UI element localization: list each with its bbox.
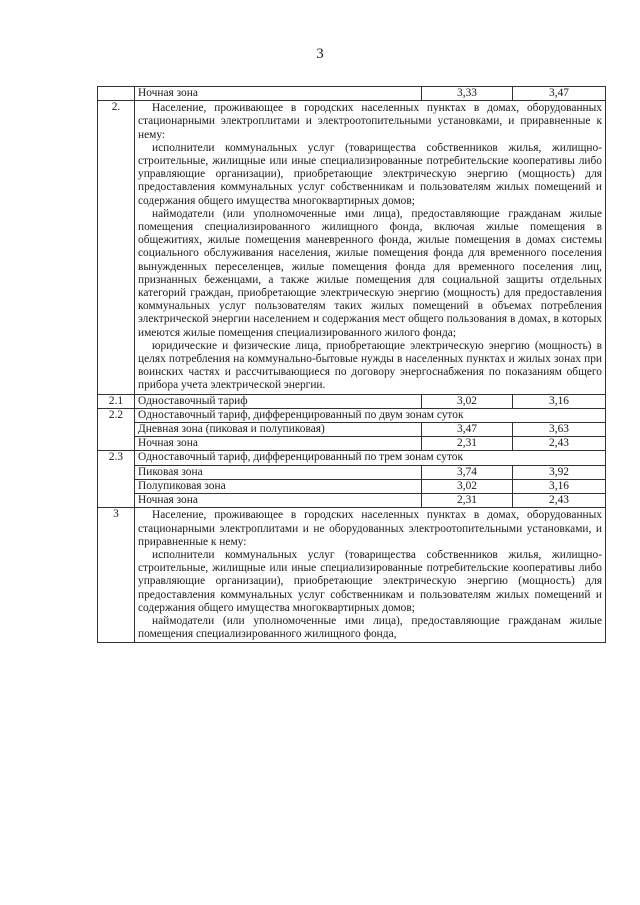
table-row bbox=[98, 408, 606, 422]
value-cell-1: 3,74 bbox=[422, 465, 513, 479]
table-row bbox=[98, 494, 606, 508]
value-cell-2: 3,47 bbox=[513, 87, 606, 101]
value-cell-1: 3,47 bbox=[422, 423, 513, 437]
description-paragraph: наймодатели (или уполномоченные ими лица), предоставляющие гражданам жилые помещения специализированного жилищного фонда, включая жилые помещения в общежитиях, жилые помещения маневренного фонда, жилые помещения в домах системы социального обслуживания населения, жилые помещения фонда для временного поселения вынужденных переселенцев, жилые помещения фонда для временного поселения лиц, признанных беженцами, а также жилые помещения для социальной защиты отдельных категорий граждан, приобретающие электрическую энергию (мощность) для предоставления коммунальных услуг пользователям таких жилых помещений в объемах потребления электрической энергии населением и содержания мест общего пользования в домах, в которых имеются жилые помещения специализированного жилого фонда; bbox=[138, 207, 602, 339]
value-cell-2: 3,63 bbox=[513, 423, 606, 437]
value-cell-2: 2,43 bbox=[513, 494, 606, 508]
row-label: Одноставочный тариф bbox=[135, 394, 422, 408]
description-paragraph: исполнители коммунальных услуг (товарищества собственников жилья, жилищно-строительные, жилищные или иные специализированные потребительские кооперативы либо управляющие организации), приобретающие электрическую энергию (мощность) для предоставления коммунальных услуг собственникам и пользователям жилых помещений и содержания общего имущества многоквартирных домов; bbox=[138, 548, 602, 614]
table-row bbox=[98, 508, 606, 643]
row-label: Пиковая зона bbox=[135, 465, 422, 479]
row-description bbox=[135, 101, 606, 394]
description-paragraph: Население, проживающее в городских населенных пунктах в домах, оборудованных стационарными электроплитами и электроотопительными установками, и приравненные к нему: bbox=[138, 102, 602, 141]
description-paragraph: Население, проживающее в городских населенных пунктах в домах, оборудованных стационарными электроплитами и не оборудованных электроотопительными установками, и приравненные к нему: bbox=[138, 509, 602, 548]
value-cell-1: 2,31 bbox=[422, 494, 513, 508]
table-row bbox=[98, 87, 606, 101]
tariff-table bbox=[97, 86, 606, 643]
row-label: Одноставочный тариф, дифференцированный по двум зонам суток bbox=[135, 408, 606, 422]
row-number: 3 bbox=[98, 508, 135, 643]
row-label: Ночная зона bbox=[135, 494, 422, 508]
value-cell-1: 3,02 bbox=[422, 394, 513, 408]
value-cell-2: 3,16 bbox=[513, 394, 606, 408]
value-cell-1: 3,02 bbox=[422, 479, 513, 493]
row-label: Полупиковая зона bbox=[135, 479, 422, 493]
row-number: 2.1 bbox=[98, 394, 135, 408]
row-number-cell bbox=[98, 87, 135, 101]
description-paragraph: исполнители коммунальных услуг (товарищества собственников жилья, жилищно-строительные, жилищные или иные специализированные потребительские кооперативы либо управляющие организации), приобретающие электрическую энергию (мощность) для предоставления коммунальных услуг собственникам и пользователям жилых помещений и содержания общего имущества многоквартирных домов; bbox=[138, 141, 602, 207]
page-number: 3 bbox=[316, 46, 324, 62]
table-row bbox=[98, 479, 606, 493]
value-cell-2: 3,16 bbox=[513, 479, 606, 493]
row-number: 2.3 bbox=[98, 451, 135, 508]
table-row bbox=[98, 423, 606, 437]
value-cell-1: 3,33 bbox=[422, 87, 513, 101]
row-label: Дневная зона (пиковая и полупиковая) bbox=[135, 423, 422, 437]
row-number: 2.2 bbox=[98, 408, 135, 451]
value-cell-2: 2,43 bbox=[513, 437, 606, 451]
row-label: Одноставочный тариф, дифференцированный по трем зонам суток bbox=[135, 451, 606, 465]
table-row bbox=[98, 101, 606, 394]
description-paragraph: юридические и физические лица, приобретающие электрическую энергию (мощность) в целях потребления на коммунально-бытовые нужды в населенных пунктах и жилых зонах при воинских частях и рассчитывающиеся по договору энергоснабжения по показаниям общего прибора учета электрической энергии. bbox=[138, 339, 602, 392]
table-row bbox=[98, 437, 606, 451]
row-description bbox=[135, 508, 606, 643]
row-number: 2. bbox=[98, 101, 135, 394]
value-cell-2: 3,92 bbox=[513, 465, 606, 479]
value-cell-1: 2,31 bbox=[422, 437, 513, 451]
table-row bbox=[98, 394, 606, 408]
table-row bbox=[98, 465, 606, 479]
description-paragraph: наймодатели (или уполномоченные ими лица), предоставляющие гражданам жилые помещения специализированного жилищного фонда, bbox=[138, 614, 602, 641]
table-row bbox=[98, 451, 606, 465]
row-label: Ночная зона bbox=[135, 87, 422, 101]
row-label: Ночная зона bbox=[135, 437, 422, 451]
